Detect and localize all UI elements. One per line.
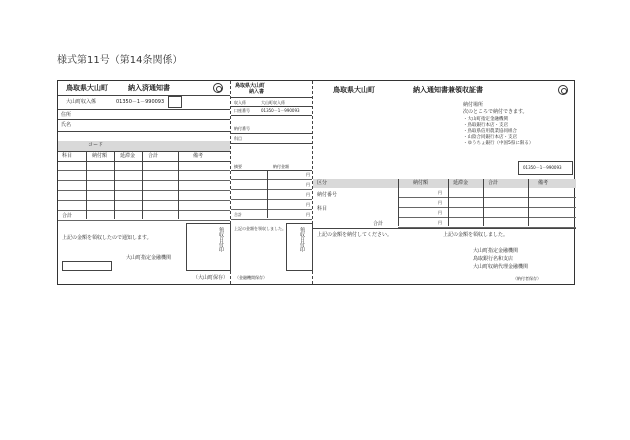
place-item: ・山陰合同銀行本店・支店: [463, 135, 517, 140]
divider: [231, 106, 312, 107]
right-bank-line: 大山町収納代理金融機関: [473, 264, 529, 270]
middle-keeper: （金融機関保存）: [235, 275, 267, 280]
table-row: [398, 218, 576, 228]
middle-amount-label: 納付金額: [273, 164, 289, 169]
middle-account-label: 口座番号: [234, 108, 250, 113]
middle-stamp-label: 領収日付印: [299, 227, 305, 252]
place-item: ・鳥取銀行本店・支店: [463, 123, 508, 128]
left-code-label: コード: [88, 142, 104, 148]
middle-issuer: 鳥取県大山町: [235, 83, 266, 89]
left-payee: 大山町収入係: [66, 99, 97, 105]
table-row: [58, 191, 230, 201]
notice-receipt-section: [313, 81, 576, 284]
right-keeper: （納付者保存）: [513, 276, 541, 281]
place-item: ・鳥取県信用農業協同組合: [463, 129, 517, 134]
divider: [58, 95, 230, 96]
seal-icon: [213, 83, 223, 93]
left-col-late: 延滞金: [120, 153, 136, 159]
yen-unit: 円: [438, 190, 442, 195]
place-item: ・ゆうちょ銀行（中国5県に限る）: [463, 141, 534, 146]
divider: [86, 151, 87, 219]
right-total-label: 合計: [373, 221, 384, 227]
right-col-total: 合計: [488, 180, 499, 186]
middle-subject-label: 科目: [234, 136, 242, 141]
left-col-amount: 納付額: [92, 153, 108, 159]
middle-doc-title: 納入書: [249, 89, 265, 95]
right-receipt-text: 上記の金額を領収しました。: [443, 232, 509, 238]
right-bank-line: 鳥取銀行名和支店: [473, 256, 514, 262]
seal-icon: [558, 85, 568, 95]
table-row: [231, 170, 312, 180]
table-row: [58, 161, 230, 171]
middle-payee: 大山町収入係: [261, 100, 285, 105]
place-item: ・大山町指定金融機関: [463, 117, 508, 122]
left-account: 01350－1－990093: [116, 99, 165, 105]
divider: [528, 179, 529, 226]
right-subject-label: 科目: [317, 206, 328, 212]
table-row: [231, 200, 312, 210]
stamp-box: [186, 223, 231, 271]
right-col-amount: 納付額: [413, 180, 429, 186]
divider: [58, 109, 230, 110]
left-total-label: 合計: [62, 213, 73, 219]
yen-unit: 円: [306, 202, 310, 207]
right-number-label: 納付番号: [317, 192, 338, 198]
table-row: [58, 171, 230, 181]
divider: [114, 151, 115, 219]
left-col-subject: 科目: [62, 153, 73, 159]
divider: [448, 179, 449, 226]
right-place-intro: 次のところで納付できます。: [463, 109, 528, 115]
middle-total-label: 合計: [234, 212, 242, 217]
form-number: 様式第11号（第14条関係）: [57, 55, 183, 66]
yen-unit: 円: [306, 182, 310, 187]
notice-box: [62, 261, 112, 271]
middle-number-label: 納付番号: [234, 126, 250, 131]
left-receipt-text: 上記の金額を領収したので通知します。: [62, 235, 152, 241]
left-keeper: （大山町保存）: [193, 275, 229, 281]
table-row: [231, 190, 312, 200]
right-doc-title: 納入通知書兼領収証書: [413, 86, 483, 94]
divider: [483, 179, 484, 226]
right-account: 01350－1－990093: [523, 165, 562, 170]
table-row: [58, 181, 230, 191]
left-col-note: 備考: [193, 153, 204, 159]
yen-unit: 円: [438, 200, 442, 205]
table-row: [231, 210, 312, 220]
right-pay-text: 上記の金額を納付してください。: [317, 232, 393, 238]
code-band: [58, 141, 230, 151]
middle-receipt-text: 上記の金額を領収しました。: [234, 226, 286, 231]
table-row: [398, 208, 576, 218]
yen-unit: 円: [438, 210, 442, 215]
yen-unit: 円: [438, 220, 442, 225]
right-col-class: 区分: [317, 180, 328, 186]
divider: [267, 170, 268, 218]
right-bank-line: 大山町指定金融機関: [473, 248, 519, 254]
divider: [58, 151, 230, 152]
left-name-label: 氏名: [61, 122, 72, 128]
left-doc-title: 納入済通知書: [128, 84, 170, 92]
left-stamp-label: 領収日付印: [218, 227, 224, 252]
left-bank: 大山町指定金融機関: [126, 255, 172, 261]
left-issuer: 鳥取県大山町: [66, 84, 108, 92]
table-row: [398, 188, 576, 198]
notice-section: [58, 81, 231, 284]
divider: [142, 151, 143, 219]
divider: [178, 151, 179, 219]
right-col-note: 備考: [538, 180, 549, 186]
divider: [231, 97, 312, 98]
divider: [231, 133, 312, 134]
left-address-label: 住所: [61, 112, 72, 118]
middle-summary-label: 摘要: [234, 164, 242, 169]
check-box: [168, 96, 182, 108]
payment-slip-section: [231, 81, 313, 284]
payment-form: [57, 80, 575, 285]
divider: [313, 228, 576, 229]
table-row: [58, 201, 230, 211]
table-row: [398, 198, 576, 208]
right-issuer: 鳥取県大山町: [333, 86, 375, 94]
table-row: [58, 211, 230, 221]
divider: [398, 179, 399, 226]
divider: [231, 143, 312, 144]
yen-unit: 円: [306, 192, 310, 197]
middle-account: 01350－1－990093: [261, 108, 300, 113]
yen-unit: 円: [306, 172, 310, 177]
table-row: [231, 180, 312, 190]
divider: [58, 131, 230, 132]
left-col-total: 合計: [148, 153, 159, 159]
divider: [58, 119, 230, 120]
right-place-title: 納付場所: [463, 102, 484, 108]
divider: [231, 115, 312, 116]
yen-unit: 円: [306, 212, 310, 217]
header-band: [313, 179, 576, 188]
right-col-late: 延滞金: [453, 180, 469, 186]
middle-payee-label: 収入係: [234, 100, 246, 105]
